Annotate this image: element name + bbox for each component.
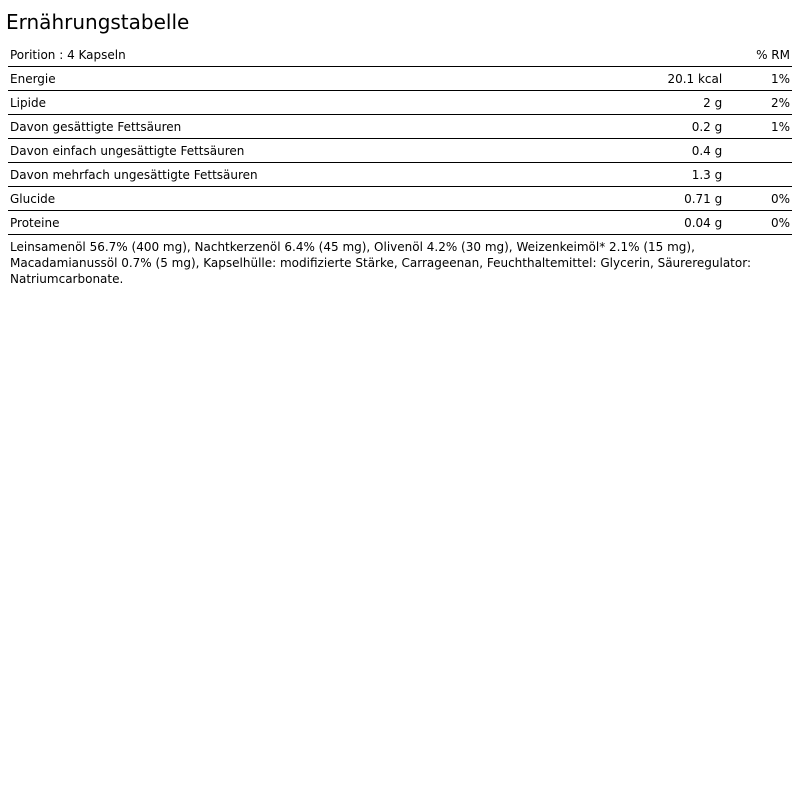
row-value: 0.4 g xyxy=(569,139,724,163)
row-pct: 2% xyxy=(738,91,792,115)
table-row xyxy=(8,115,792,139)
row-value: 0.71 g xyxy=(569,187,724,211)
table-row xyxy=(8,163,792,187)
value-header xyxy=(569,43,724,67)
row-name: Davon einfach ungesättigte Fettsäuren xyxy=(8,139,569,163)
row-value: 2 g xyxy=(569,91,724,115)
row-name: Proteine xyxy=(8,211,569,235)
row-name: Energie xyxy=(8,67,569,91)
pct-header: % RM xyxy=(738,43,792,67)
nutrition-table xyxy=(8,43,792,235)
row-pct xyxy=(738,139,792,163)
row-name: Davon gesättigte Fettsäuren xyxy=(8,115,569,139)
page-title: Ernährungstabelle xyxy=(6,10,190,34)
ingredients-text: Leinsamenöl 56.7% (400 mg), Nachtkerzenöl 6.4% (45 mg), Olivenöl 4.2% (30 mg), Weizenkeimöl* 2.1% (15 mg), Macadamianussöl 0.7% (5 mg), Kapselhülle: modifizierte Stärke, Carrageenan, Feuchthaltemittel: Glycerin, Säureregulator: Natriumcarbonate. xyxy=(10,240,751,286)
row-value: 1.3 g xyxy=(569,163,724,187)
row-pct: 0% xyxy=(738,187,792,211)
row-pct: 0% xyxy=(738,211,792,235)
table-row xyxy=(8,67,792,91)
row-pct xyxy=(738,163,792,187)
row-value: 0.2 g xyxy=(569,115,724,139)
table-row xyxy=(8,211,792,235)
row-value: 0.04 g xyxy=(569,211,724,235)
row-value: 20.1 kcal xyxy=(569,67,724,91)
table-row xyxy=(8,187,792,211)
row-pct: 1% xyxy=(738,115,792,139)
row-name: Davon mehrfach ungesättigte Fettsäuren xyxy=(8,163,569,187)
row-name: Glucide xyxy=(8,187,569,211)
table-row xyxy=(8,91,792,115)
row-pct: 1% xyxy=(738,67,792,91)
table-header-row xyxy=(8,43,792,67)
row-name: Lipide xyxy=(8,91,569,115)
portion-label: Porition : 4 Kapseln xyxy=(8,43,569,67)
table-row xyxy=(8,139,792,163)
